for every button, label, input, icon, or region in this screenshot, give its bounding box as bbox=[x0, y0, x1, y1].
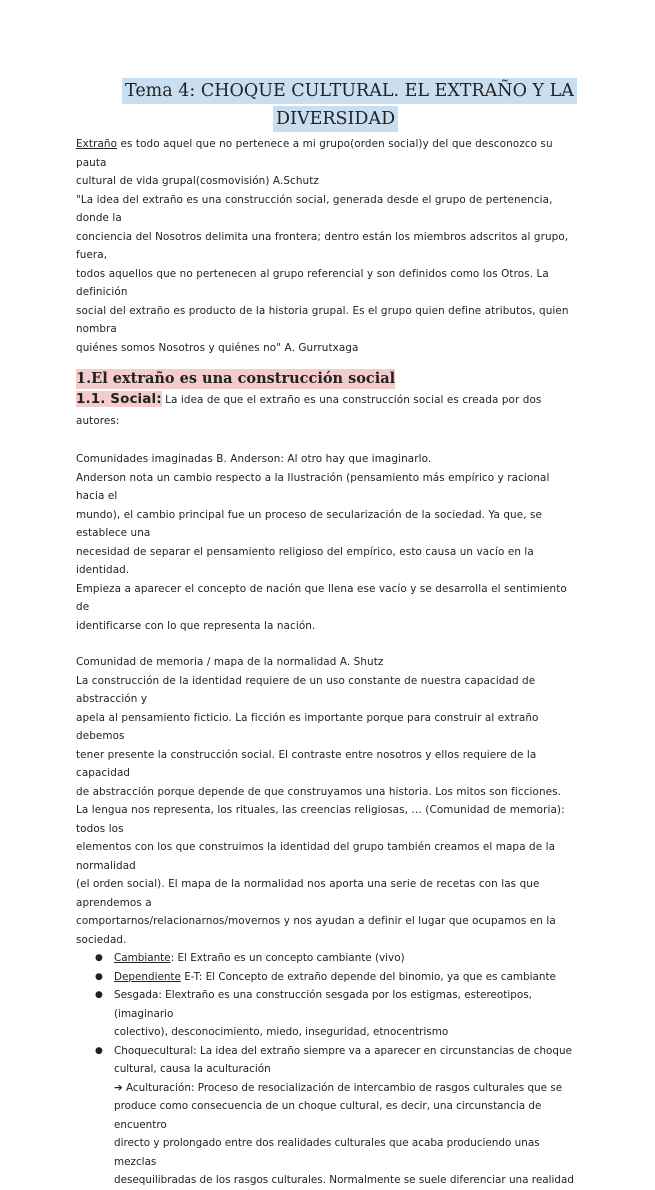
anderson-line: mundo), el cambio principal fue un proceso de secularización de la sociedad. Ya que, se establece una bbox=[76, 508, 543, 539]
definition-text-line-2: cultural de vida grupal(cosmovisión) A.Schutz bbox=[76, 175, 319, 187]
definition-text: es todo aquel que no pertenece a mi grupo(orden social)y del que desconozco su pauta bbox=[76, 138, 553, 169]
item-key: Dependiente bbox=[114, 970, 181, 983]
schutz-title: Comunidad de memoria / mapa de la normalidad A. Shutz bbox=[76, 656, 384, 668]
subsection-1-1 bbox=[76, 389, 576, 432]
schutz-line: comportarnos/relacionarnos/movernos y nos ayudan a definir el lugar que ocupamos en la sociedad. bbox=[76, 915, 556, 946]
acculturation-line: ➔ Aculturación: Proceso de resocialización de intercambio de rasgos culturales que se bbox=[114, 1081, 563, 1094]
schutz-line: tener presente la construcción social. El contraste entre nosotros y ellos requiere de la capacidad bbox=[76, 748, 537, 779]
item-key: Cambiante bbox=[114, 952, 171, 964]
item-text: Sesgada: Elextraño es una construcción sesgada por los estigmas, estereotipos, (imaginario bbox=[114, 989, 532, 1020]
term-extrano: Extraño bbox=[76, 138, 118, 150]
list-item bbox=[95, 968, 576, 987]
intro-definition bbox=[76, 135, 576, 172]
item-text: E-T: El Concepto de extraño depende del binomio, ya que es cambiante bbox=[180, 970, 556, 983]
schutz-line: La lengua nos representa, los rituales, las creencias religiosas, … (Comunidad de memoria): todos los bbox=[76, 804, 565, 835]
bullet-icon: ● bbox=[95, 990, 103, 1000]
schutz-line: La construcción de la identidad requiere de un uso constante de nuestra capacidad de abstracción y bbox=[76, 674, 536, 705]
section-heading-1: 1.El extraño es una construcción social bbox=[76, 370, 396, 387]
anderson-line: Empieza a aparecer el concepto de nación que llena ese vacío y se desarrolla el sentimiento de bbox=[76, 582, 567, 613]
schutz-line: (el orden social). El mapa de la normalidad nos aporta una serie de recetas con las que aprendemos a bbox=[76, 878, 540, 909]
anderson-line: identificarse con lo que representa la nación. bbox=[76, 619, 316, 632]
page-title-line-2: DIVERSIDAD bbox=[273, 106, 398, 132]
quote-line: social del extraño es producto de la historia grupal. Es el grupo quien define atributos, quien nombra bbox=[76, 304, 569, 335]
characteristics-list bbox=[76, 949, 576, 1190]
subsection-text: La idea de que el extraño es una construcción social es creada por dos autores: bbox=[76, 394, 542, 427]
item-text: : El Extraño es un concepto cambiante (vivo) bbox=[170, 952, 405, 964]
schutz-line: apela al pensamiento ficticio. La ficción es importante porque para construir al extraño debemos bbox=[76, 711, 539, 742]
quote-line: todos aquellos que no pertenecen al grupo referencial y son definidos como los Otros. La definición bbox=[76, 267, 549, 298]
schutz-line: de abstracción porque depende de que construyamos una historia. Los mitos son ficciones. bbox=[76, 785, 562, 798]
anderson-title: Comunidades imaginadas B. Anderson: Al otro hay que imaginarlo. bbox=[76, 453, 432, 465]
anderson-line: necesidad de separar el pensamiento religioso del empírico, esto causa un vacío en la identidad. bbox=[76, 545, 534, 576]
bullet-icon: ● bbox=[95, 953, 103, 963]
list-item bbox=[95, 949, 576, 968]
item-text-cont: colectivo), desconocimiento, miedo, inseguridad, etnocentrismo bbox=[114, 1026, 449, 1038]
anderson-line: Anderson nota un cambio respecto a la Ilustración (pensamiento más empírico y racional hacia el bbox=[76, 471, 550, 502]
quote-line: quiénes somos Nosotros y quiénes no" A. Gurrutxaga bbox=[76, 341, 359, 354]
list-item bbox=[95, 986, 576, 1042]
bullet-icon: ● bbox=[95, 1045, 103, 1056]
quote-line: conciencia del Nosotros delimita una frontera; dentro están los miembros adscritos al grupo, fuera, bbox=[76, 230, 569, 261]
item-text-cont: cultural, causa la aculturación bbox=[114, 1063, 271, 1075]
page-title-line-1: Tema 4: CHOQUE CULTURAL. EL EXTRAÑO Y LA bbox=[122, 78, 577, 104]
document-body bbox=[76, 135, 576, 1190]
acculturation-line: desequilibradas de los rasgos culturales. Normalmente se suele diferenciar una realidad bbox=[114, 1174, 574, 1186]
acculturation-line: produce como consecuencia de un choque cultural, es decir, una circunstancia de encuentro bbox=[114, 1100, 542, 1131]
bullet-icon: ● bbox=[95, 971, 103, 982]
acculturation-line: directo y prolongado entre dos realidades culturales que acaba produciendo unas mezclas bbox=[114, 1137, 540, 1168]
quote-line: "La idea del extraño es una construcción social, generada desde el grupo de pertenencia, donde la bbox=[76, 193, 553, 224]
schutz-line: elementos con los que construimos la identidad del grupo también creamos el mapa de la normalidad bbox=[76, 841, 556, 872]
list-item bbox=[95, 1042, 576, 1190]
item-text: Choquecultural: La idea del extraño siempre va a aparecer en circunstancias de choque bbox=[114, 1044, 572, 1057]
subsection-heading: 1.1. Social: bbox=[76, 391, 162, 407]
